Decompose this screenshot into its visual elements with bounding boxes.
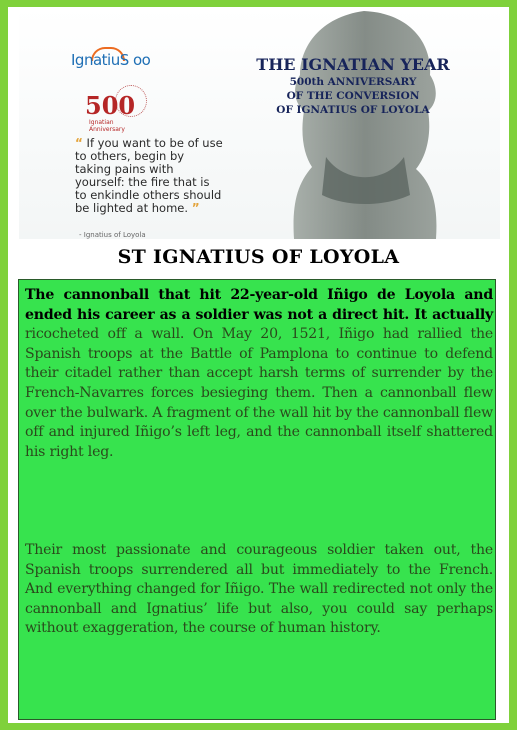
quote-text: If you want to be of use to others, begin by taking pains with yourself: the fire that is to enkindle others should be lighted at home. xyxy=(75,136,223,215)
banner-title: THE IGNATIAN YEAR xyxy=(256,55,450,74)
article-box xyxy=(18,279,496,720)
article-lead: The cannonball that hit 22-year-old Iñigo de Loyola and ended his career as a soldier was not a direct hit. It actually xyxy=(25,287,493,323)
banner-subtitle-1: 500th ANNIVERSARY xyxy=(289,76,417,88)
quote-attribution: - Ignatius of Loyola xyxy=(79,231,146,239)
quote-open-mark: “ xyxy=(75,136,83,150)
badge-subtitle: Ignatian Anniversary xyxy=(89,119,125,133)
article-paragraph-1 xyxy=(25,286,493,462)
page-heading: ST IGNATIUS OF LOYOLA xyxy=(117,246,400,268)
article-paragraph-1-body: ricocheted off a wall. On May 20, 1521, Iñigo had rallied the Spanish troops at the Battle of Pamplona to continue to defend their citadel rather than accept harsh terms of surrender by the French-Navarres forces besieging them. Then a cannonball flew over the bulwark. A fragment of the wall hit by the cannonball flew off and injured Iñigo’s left leg, and the cannonball itself shattered his right leg. xyxy=(25,326,493,460)
title-block xyxy=(227,55,479,117)
quote xyxy=(75,137,223,215)
statue-silhouette xyxy=(234,7,494,239)
badge-number: 500 xyxy=(85,91,136,120)
ignatius500-logo xyxy=(71,47,167,79)
quote-close-mark: ” xyxy=(191,201,200,215)
logo-text: IgnatiuS oo xyxy=(71,51,151,69)
bottom-border xyxy=(0,723,517,730)
anniversary-badge xyxy=(85,85,147,131)
banner xyxy=(19,7,500,239)
banner-subtitle-3: OF IGNATIUS OF LOYOLA xyxy=(276,104,430,116)
banner-subtitle-2: OF THE CONVERSION xyxy=(286,90,420,102)
article-paragraph-2: Their most passionate and courageous soldier taken out, the Spanish troops surrendered all but immediately to the French. And everything changed for Iñigo. The wall redirected not only the cannonball and Ignatius’ life but also, you could say perhaps without exaggeration, the course of human history. xyxy=(25,542,493,637)
